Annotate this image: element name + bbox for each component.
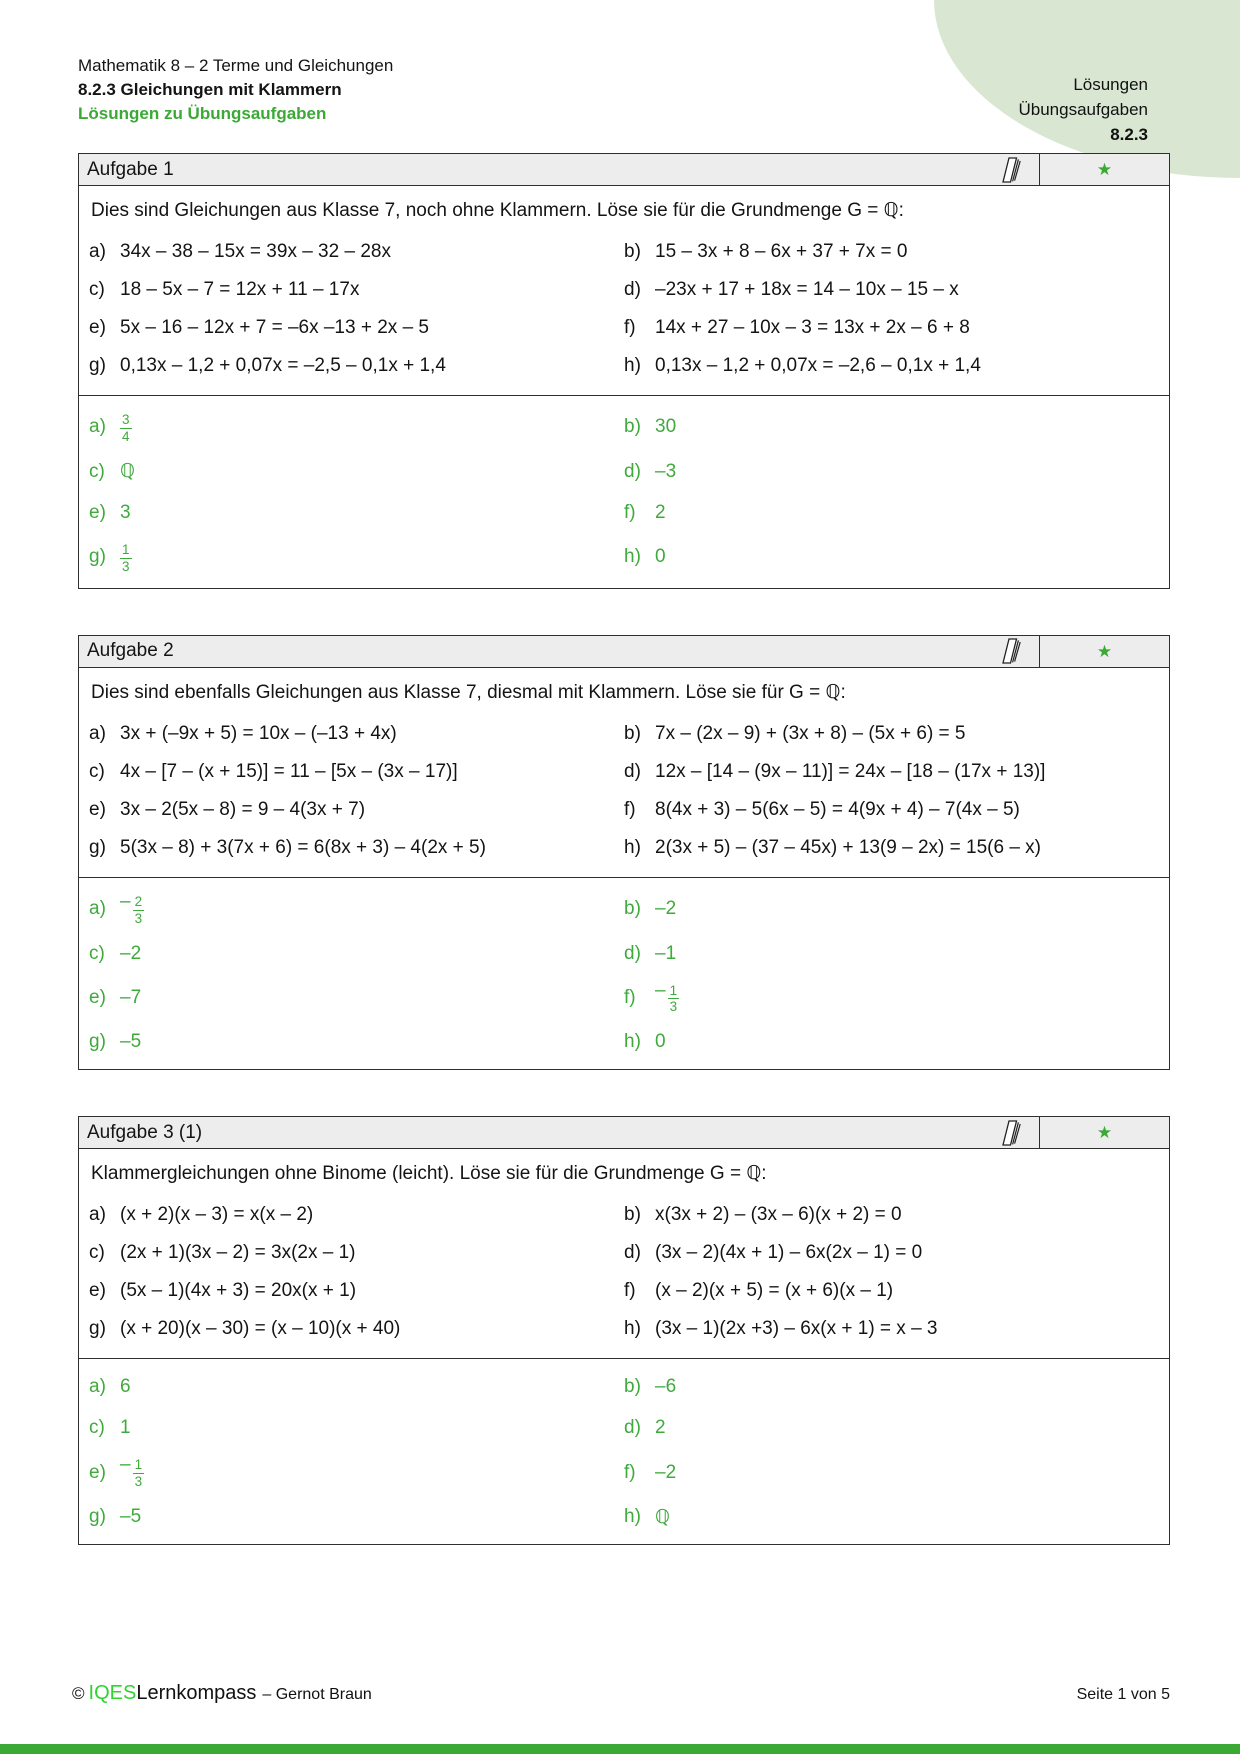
problem-label: a) <box>89 722 106 744</box>
book-icon <box>998 1119 1023 1147</box>
answer-label: d) <box>624 460 641 482</box>
answer-label: a) <box>89 1376 106 1398</box>
answer-value: –7 <box>120 986 142 1008</box>
fraction: $\frac{1}{3}$ <box>134 1457 143 1490</box>
page-footer <box>72 1682 1170 1705</box>
task-body <box>79 1149 1169 1544</box>
answer-item <box>624 1372 1159 1402</box>
answer-value <box>655 980 679 1017</box>
problem-list <box>89 707 1159 877</box>
fraction: $\frac{2}{3}$ <box>134 893 143 926</box>
problem-label: f) <box>624 1280 636 1302</box>
problem-item <box>624 355 1159 377</box>
equation-text: 4x – [7 – (x + 15)] = 11 – [5x – (3x – 17)] <box>120 760 458 782</box>
answer-item <box>624 939 1159 969</box>
answer-item <box>624 1413 1159 1443</box>
answer-label: b) <box>624 898 641 920</box>
answer-label: g) <box>89 546 106 568</box>
answer-value: 3 <box>120 501 131 523</box>
answer-label: e) <box>89 1461 106 1483</box>
problem-item <box>624 241 1159 263</box>
problem-label: h) <box>624 1318 641 1340</box>
brand-iqes: IQES <box>88 1682 137 1704</box>
answer-item <box>89 1372 624 1402</box>
fraction: $\frac{1}{3}$ <box>669 982 678 1015</box>
problem-item <box>89 837 624 859</box>
task-list <box>78 153 1170 1545</box>
equation-text: x(3x + 2) – (3x – 6)(x + 2) = 0 <box>655 1204 902 1226</box>
document-header <box>0 0 1240 126</box>
answer-item <box>89 1027 624 1057</box>
problem-item <box>89 799 624 821</box>
answer-item <box>89 1413 624 1443</box>
difficulty-cell <box>1039 1117 1169 1148</box>
problem-label: c) <box>89 1242 105 1264</box>
problem-label: a) <box>89 241 106 262</box>
problem-item <box>624 1280 1159 1302</box>
star-icon: ★ <box>1096 160 1113 179</box>
problem-item <box>89 1204 624 1226</box>
equation-text: 8(4x + 3) – 5(6x – 5) = 4(9x + 4) – 7(4x – 5) <box>655 798 1020 820</box>
answer-value: –2 <box>655 898 677 920</box>
answer-label: c) <box>89 460 105 482</box>
answer-value: 0 <box>655 546 666 568</box>
brand-lernkompass: Lernkompass <box>136 1682 257 1704</box>
answer-label: f) <box>624 986 636 1008</box>
problem-item <box>89 241 624 263</box>
chapter-title: 8.2.3 Gleichungen mit Klammern <box>78 80 342 99</box>
equation-text: 15 – 3x + 8 – 6x + 37 + 7x = 0 <box>655 241 908 262</box>
equation-text: (3x – 2)(4x + 1) – 6x(2x – 1) = 0 <box>655 1242 923 1264</box>
problem-item <box>624 1204 1159 1226</box>
problem-label: e) <box>89 317 106 338</box>
equation-text: (x + 2)(x – 3) = x(x – 2) <box>120 1204 314 1226</box>
answer-item <box>89 498 624 528</box>
answer-label: h) <box>624 546 641 568</box>
problem-label: d) <box>624 1242 641 1264</box>
answer-label: e) <box>89 986 106 1008</box>
corner-line-uebungsaufgaben: Übungsaufgaben <box>1018 100 1148 119</box>
equation-text: 12x – [14 – (9x – 11)] = 24x – [18 – (17x + 13)] <box>655 760 1046 782</box>
problem-item <box>624 799 1159 821</box>
problem-label: c) <box>89 279 105 300</box>
problem-label: b) <box>624 722 641 744</box>
answer-value: –6 <box>655 1376 677 1398</box>
answer-list <box>79 1358 1169 1544</box>
answer-label: d) <box>624 1417 641 1439</box>
answer-item <box>624 891 1159 928</box>
answer-list <box>79 877 1169 1070</box>
minus-sign: – <box>120 890 131 912</box>
equation-text: 3x + (–9x + 5) = 10x – (–13 + 4x) <box>120 722 397 744</box>
corner-line-loesungen: Lösungen <box>1073 75 1148 94</box>
answer-value <box>120 539 132 576</box>
problem-item <box>624 1318 1159 1340</box>
answer-label: e) <box>89 501 106 523</box>
answer-value <box>120 891 144 928</box>
answer-value: –5 <box>120 1031 142 1053</box>
answer-item <box>89 457 624 487</box>
answer-item <box>89 539 624 576</box>
difficulty-cell <box>1039 636 1169 667</box>
problem-item <box>624 317 1159 339</box>
task-title: Aufgabe 1 <box>87 158 174 180</box>
answer-value <box>120 1454 144 1491</box>
star-icon: ★ <box>1096 641 1113 661</box>
problem-item <box>624 279 1159 301</box>
problem-label: h) <box>624 836 641 858</box>
problem-item <box>624 1242 1159 1264</box>
task-title: Aufgabe 2 <box>87 640 174 662</box>
minus-sign: – <box>120 1454 131 1476</box>
problem-item <box>89 1318 624 1340</box>
answer-value <box>120 409 132 446</box>
answer-label: g) <box>89 1506 106 1528</box>
equation-text: 0,13x – 1,2 + 0,07x = –2,5 – 0,1x + 1,4 <box>120 355 446 376</box>
answer-label: c) <box>89 1417 105 1439</box>
equation-text: (x + 20)(x – 30) = (x – 10)(x + 40) <box>120 1318 401 1340</box>
problem-item <box>89 723 624 745</box>
problem-item <box>89 1280 624 1302</box>
equation-text: (5x – 1)(4x + 3) = 20x(x + 1) <box>120 1280 357 1302</box>
problem-list <box>89 225 1159 395</box>
problem-label: d) <box>624 279 641 300</box>
answer-item <box>624 457 1159 487</box>
answer-value: 6 <box>120 1376 131 1398</box>
answer-label: f) <box>624 1461 636 1483</box>
answer-value: –3 <box>655 460 677 482</box>
problem-label: h) <box>624 355 641 376</box>
book-icon <box>998 156 1023 184</box>
answer-label: a) <box>89 416 106 438</box>
answer-label: a) <box>89 898 106 920</box>
task-intro: Klammergleichungen ohne Binome (leicht). Löse sie für die Grundmenge G = ℚ: <box>91 1163 767 1185</box>
problem-item <box>89 317 624 339</box>
equation-text: 0,13x – 1,2 + 0,07x = –2,6 – 0,1x + 1,4 <box>655 355 981 376</box>
problem-label: f) <box>624 317 636 338</box>
corner-line-section: 8.2.3 <box>1110 125 1148 144</box>
answer-label: g) <box>89 1031 106 1053</box>
answer-value: 2 <box>655 1417 666 1439</box>
task-intro: Dies sind Gleichungen aus Klasse 7, noch ohne Klammern. Löse sie für die Grundmenge G = ℚ: <box>91 200 904 221</box>
equation-text: 3x – 2(5x – 8) = 9 – 4(3x + 7) <box>120 798 366 820</box>
star-icon: ★ <box>1096 1123 1113 1143</box>
answer-item <box>89 891 624 928</box>
problem-item <box>624 761 1159 783</box>
problem-item <box>89 761 624 783</box>
answer-value: –2 <box>655 1461 677 1483</box>
problem-label: g) <box>89 355 106 376</box>
answer-item <box>624 980 1159 1017</box>
equation-text: 18 – 5x – 7 = 12x + 11 – 17x <box>120 279 360 300</box>
document-subtitle: Lösungen zu Übungsaufgaben <box>78 104 327 123</box>
equation-text: 2(3x + 5) – (37 – 45x) + 13(9 – 2x) = 15(6 – x) <box>655 836 1042 858</box>
answer-value: 30 <box>655 416 677 438</box>
minus-sign: – <box>655 979 666 1001</box>
page-number: Seite 1 von 5 <box>1076 1686 1170 1703</box>
answer-value: 0 <box>655 1031 666 1053</box>
task-header <box>79 1117 1169 1149</box>
course-title: Mathematik 8 – 2 Terme und Gleichungen <box>78 56 394 75</box>
problem-list <box>89 1188 1159 1358</box>
answer-label: b) <box>624 416 641 438</box>
answer-value: –1 <box>655 942 677 964</box>
answer-item <box>89 1454 624 1491</box>
task-intro: Dies sind ebenfalls Gleichungen aus Klasse 7, diesmal mit Klammern. Löse sie für G = ℚ: <box>91 681 846 703</box>
equation-text: (2x + 1)(3x – 2) = 3x(2x – 1) <box>120 1242 356 1264</box>
answer-value: 2 <box>655 501 666 523</box>
equation-text: 5(3x – 8) + 3(7x + 6) = 6(8x + 3) – 4(2x + 5) <box>120 836 486 858</box>
task-box <box>78 635 1170 1071</box>
task-title: Aufgabe 3 (1) <box>87 1121 203 1143</box>
answer-item <box>89 939 624 969</box>
problem-label: g) <box>89 836 106 858</box>
problem-label: c) <box>89 760 105 782</box>
footer-brand <box>72 1682 372 1705</box>
answer-item <box>624 1502 1159 1532</box>
fraction: $\frac{1}{3}$ <box>122 541 130 574</box>
copyright-icon: © <box>72 1684 85 1703</box>
answer-item <box>624 1454 1159 1491</box>
problem-item <box>89 355 624 377</box>
answer-value: ℚ <box>120 461 135 483</box>
answer-item <box>89 1502 624 1532</box>
problem-label: b) <box>624 241 641 262</box>
problem-label: a) <box>89 1204 106 1226</box>
task-header <box>79 636 1169 668</box>
problem-label: f) <box>624 798 636 820</box>
book-icon <box>998 637 1023 665</box>
difficulty-cell <box>1039 154 1169 185</box>
problem-item <box>89 1242 624 1264</box>
problem-label: e) <box>89 1280 106 1302</box>
task-body <box>79 186 1169 588</box>
answer-value: 1 <box>120 1417 131 1439</box>
answer-value: ℚ <box>655 1506 670 1528</box>
problem-item <box>624 723 1159 745</box>
answer-label: d) <box>624 942 641 964</box>
task-header <box>79 154 1169 186</box>
problem-label: b) <box>624 1204 641 1226</box>
footer-green-bar <box>0 1744 1240 1754</box>
task-box <box>78 153 1170 589</box>
answer-label: f) <box>624 501 636 523</box>
answer-label: h) <box>624 1506 641 1528</box>
task-box <box>78 1116 1170 1545</box>
answer-list <box>79 395 1169 588</box>
equation-text: (3x – 1)(2x +3) – 6x(x + 1) = x – 3 <box>655 1318 938 1340</box>
answer-label: c) <box>89 942 105 964</box>
answer-item <box>624 539 1159 576</box>
equation-text: 34x – 38 – 15x = 39x – 32 – 28x <box>120 241 391 262</box>
answer-label: h) <box>624 1031 641 1053</box>
problem-item <box>89 279 624 301</box>
answer-label: b) <box>624 1376 641 1398</box>
answer-item <box>89 409 624 446</box>
fraction: $\frac{3}{4}$ <box>122 412 130 444</box>
answer-value: –2 <box>120 942 142 964</box>
answer-item <box>624 1027 1159 1057</box>
problem-item <box>624 837 1159 859</box>
problem-label: d) <box>624 760 641 782</box>
equation-text: 5x – 16 – 12x + 7 = –6x –13 + 2x – 5 <box>120 317 429 338</box>
problem-label: g) <box>89 1318 106 1340</box>
footer-author: – Gernot Braun <box>262 1686 372 1703</box>
answer-value: –5 <box>120 1506 142 1528</box>
equation-text: (x – 2)(x + 5) = (x + 6)(x – 1) <box>655 1280 894 1302</box>
problem-label: e) <box>89 798 106 820</box>
answer-item <box>624 409 1159 446</box>
answer-item <box>89 980 624 1017</box>
equation-text: 7x – (2x – 9) + (3x + 8) – (5x + 6) = 5 <box>655 722 966 744</box>
task-body <box>79 668 1169 1070</box>
equation-text: 14x + 27 – 10x – 3 = 13x + 2x – 6 + 8 <box>655 317 970 338</box>
equation-text: –23x + 17 + 18x = 14 – 10x – 15 – x <box>655 279 959 300</box>
answer-item <box>624 498 1159 528</box>
